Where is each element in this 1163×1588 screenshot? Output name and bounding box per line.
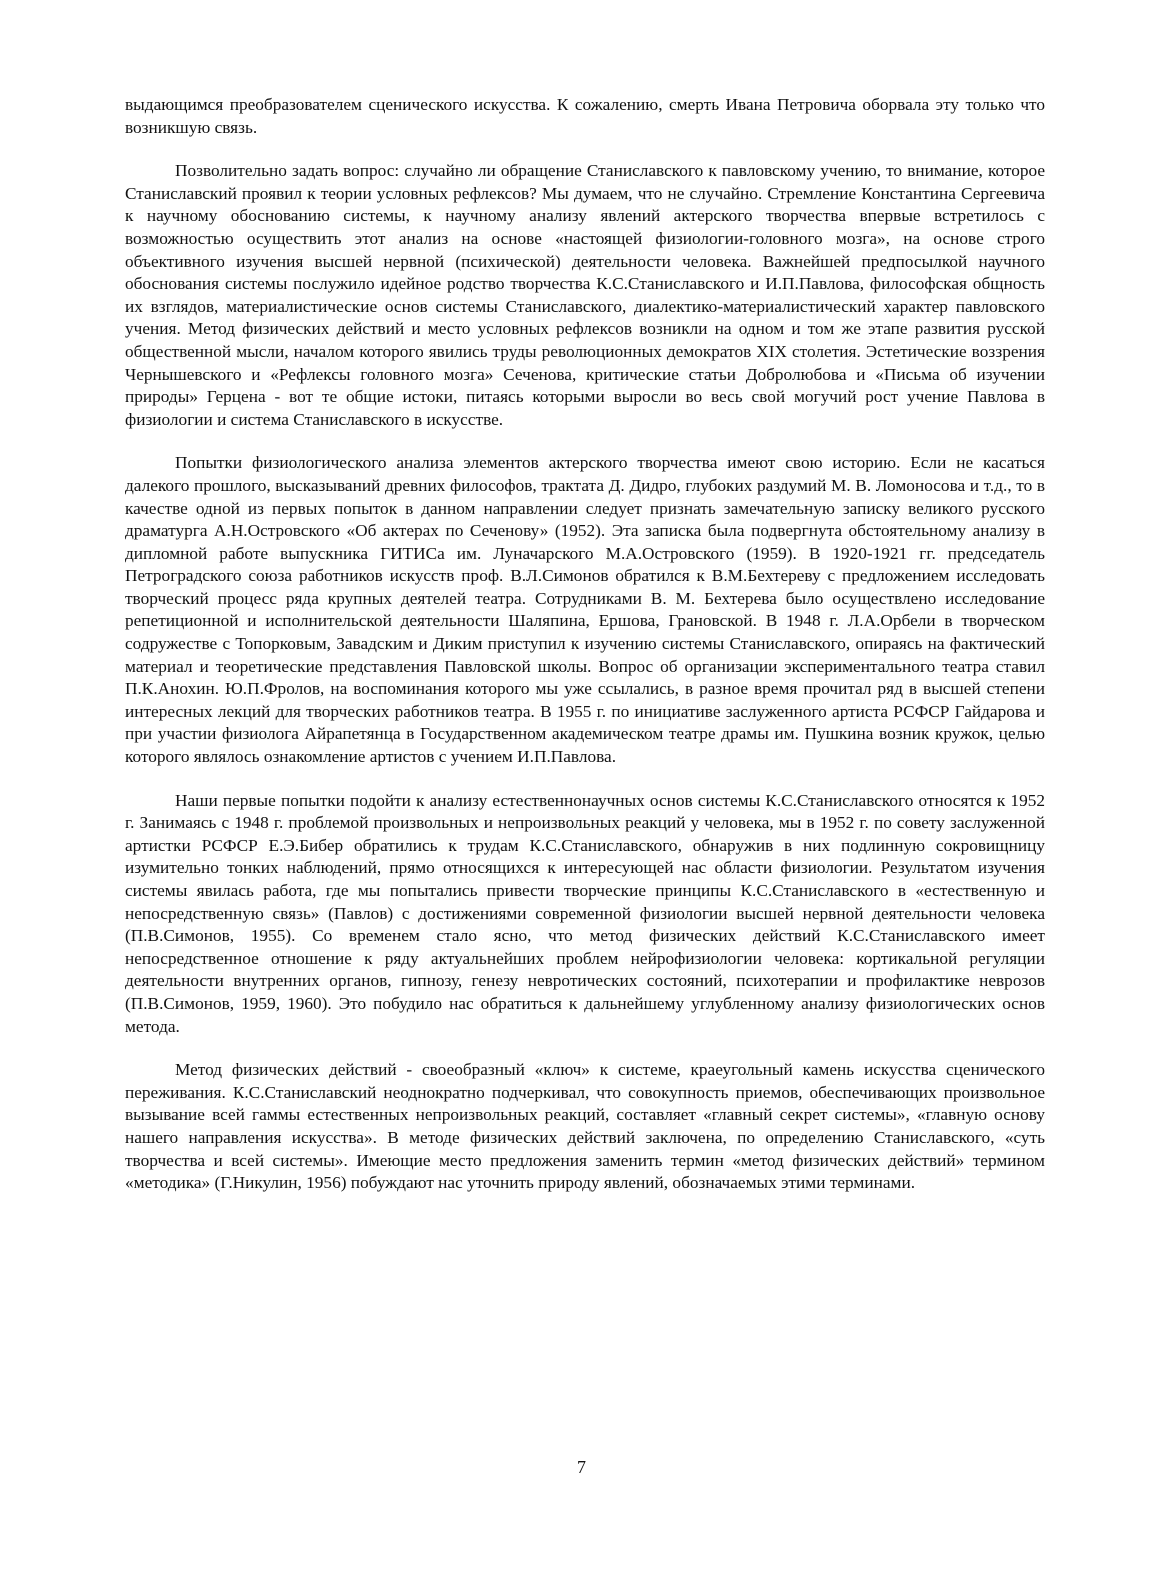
page-number: 7	[577, 1457, 586, 1477]
paragraph-first-attempts: Наши первые попытки подойти к анализу естественнонаучных основ системы К.С.Станиславского относятся к 1952 г. Занимаясь с 1948 г. проблемой произвольных и непроизвольных реакций у человека, мы в 1952 г. по совету заслуженной артистки РСФСР Е.Э.Бибер обратились к трудам К.С.Станиславского, обнаружив в них подлинную сокровищницу изумительно тонких наблюдений, прямо относящихся к интересующей нас области физиологии. Результатом изучения системы явилась работа, где мы попытались привести творческие принципы К.С.Станиславского в «естественную и непосредственную связь» (Павлов) с достижениями современной физиологии высшей нервной деятельности человека (П.В.Симонов, 1955). Со временем стало ясно, что метод физических действий К.С.Станиславского имеет непосредственное отношение к ряду актуальнейших проблем нейрофизиологии человека: кортикальной регуляции деятельности внутренних органов, гипнозу, генезу невротических состояний, психотерапии и профилактике неврозов (П.В.Симонов, 1959, 1960). Это побудило нас обратиться к дальнейшему углубленному анализу физиологических основ метода.	[125, 790, 1045, 1036]
page-body	[125, 94, 1045, 1216]
paragraph-history-attempts: Попытки физиологического анализа элементов актерского творчества имеют свою историю. Если не касаться далекого прошлого, высказываний древних философов, трактата Д. Дидро, глубоких раздумий М. В. Ломоносова и т.д., то в качестве одной из первых попыток в данном направлении следует признать замечательную записку великого русского драматурга А.Н.Островского «Об актерах по Сеченову» (1952). Эта записка была подвергнута обстоятельному анализу в дипломной работе выпускника ГИТИСа им. Луначарского М.А.Островского (1959). В 1920-1921 гг. председатель Петроградского союза работников искусств проф. В.Л.Симонов обратился к В.М.Бехтереву с предложением исследовать творческий процесс ряда крупных деятелей театра. Сотрудниками В. М. Бехтерева было осуществлено исследование репетиционной и исполнительской деятельности Шаляпина, Ершова, Грановской. В 1948 г. Л.А.Орбели в творческом содружестве с Топорковым, Завадским и Диким приступил к изучению системы Станиславского, опираясь на фактический материал и теоретические представления Павловской школы. Вопрос об организации экспериментального театра ставил П.К.Анохин. Ю.П.Фролов, на воспоминания которого мы уже ссылались, в разное время прочитал ряд в высшей степени интересных лекций для творческих работников театра. В 1955 г. по инициативе заслуженного артиста РСФСР Гайдарова и при участии физиолога Айрапетянца в Государственном академическом театре драмы им. Пушкина возник кружок, целью которого являлось ознакомление артистов с учением И.П.Павлова.	[125, 453, 1045, 767]
paragraph-continuation: выдающимся преобразователем сценического искусства. К сожалению, смерть Ивана Петровича оборвала эту только что возникшую связь.	[125, 95, 1045, 137]
paragraph-pavlov-question: Позволительно задать вопрос: случайно ли обращение Станиславского к павловскому учению, то внимание, которое Станиславский проявил к теории условных рефлексов? Мы думаем, что не случайно. Стремление Константина Сергеевича к научному обоснованию системы, к научному анализу явлений актерского творчества впервые встретилось с возможностью осуществить этот анализ на основе «настоящей физиологии-головного мозга», на основе строго объективного изучения высшей нервной (психической) деятельности человека. Важнейшей предпосылкой научного обоснования системы послужило идейное родство творчества К.С.Станиславского и И.П.Павлова, философская общность их взглядов, материалистические основ системы Станиславского, диалектико-материалистический характер павловского учения. Метод физических действий и место условных рефлексов возникли на одном и том же этапе развития русской общественной мысли, началом которого явились труды революционных демократов XIX столетия. Эстетические воззрения Чернышевского и «Рефлексы головного мозга» Сеченова, критические статьи Добролюбова и «Письма об изучении природы» Герцена - вот те общие истоки, питаясь которыми выросли во весь свой могучий рост учение Павлова в физиологии и система Станиславского в искусстве.	[125, 161, 1045, 429]
paragraph-method-physical-actions: Метод физических действий - своеобразный «ключ» к системе, краеугольный камень искусства сценического переживания. К.С.Станиславский неоднократно подчеркивал, что совокупность приемов, обеспечивающих произвольное вызывание всей гаммы естественных непроизвольных реакций, составляет «главный секрет системы», «главную основу нашего направления искусства». В методе физических действий заключена, по определению Станиславского, «суть творчества и всей системы». Имеющие место предложения заменить термин «метод физических действий» термином «методика» (Г.Никулин, 1956) побуждают нас уточнить природу явлений, обозначаемых этими терминами.	[125, 1060, 1045, 1193]
